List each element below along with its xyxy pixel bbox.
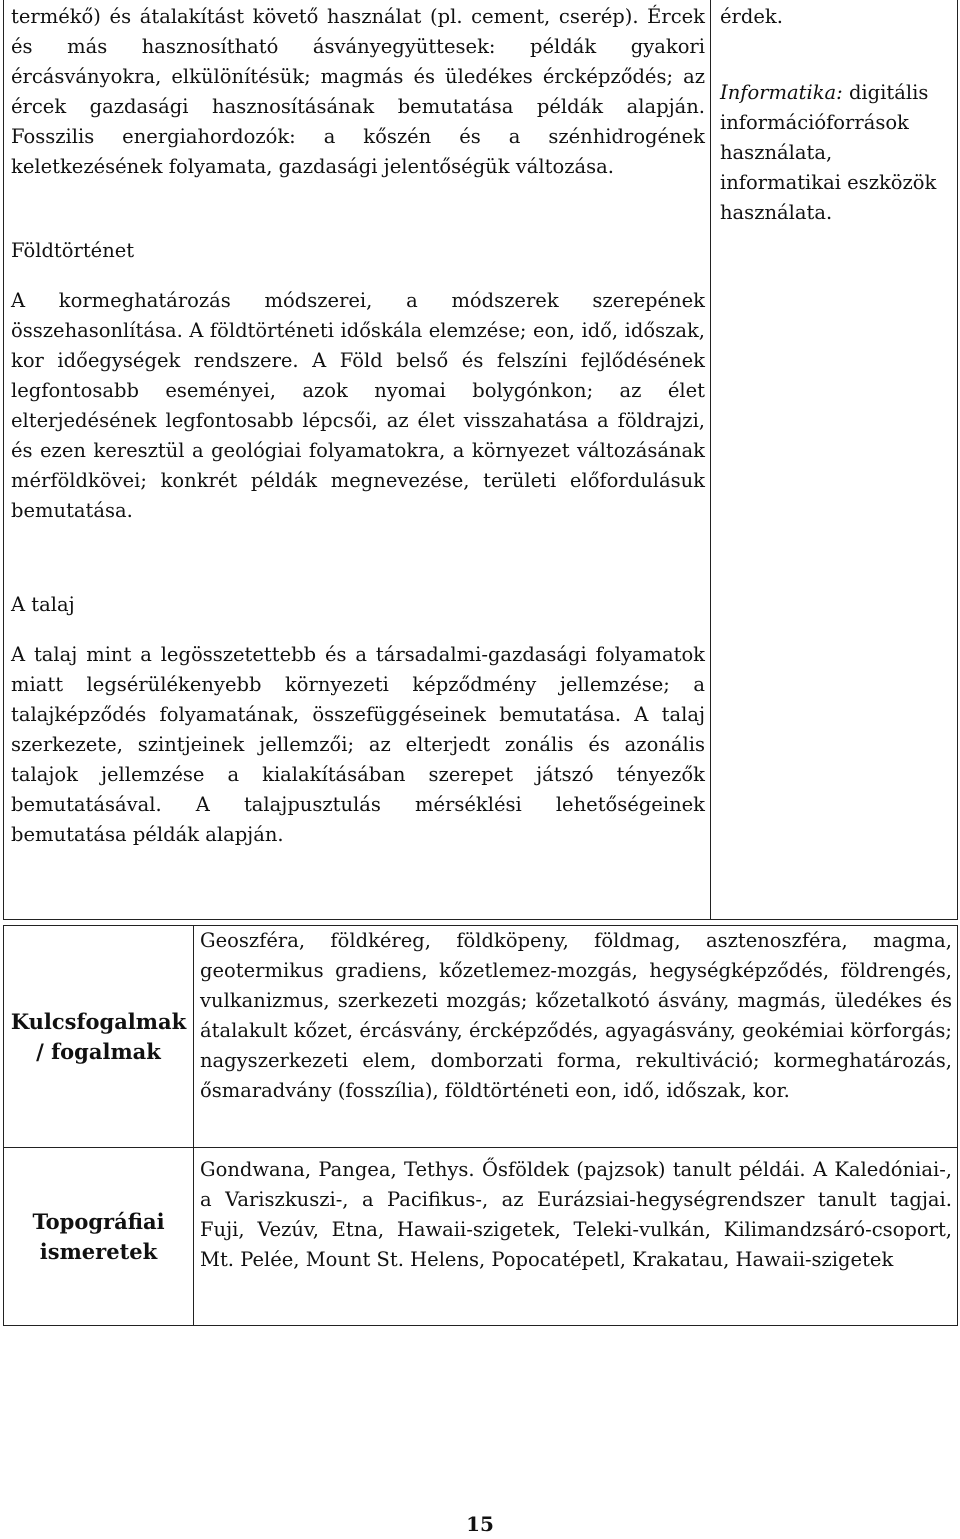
lower-table — [3, 925, 958, 1326]
label-column-divider — [193, 926, 194, 1325]
row-label-text: Kulcsfogalmak / fogalmak — [10, 1008, 187, 1064]
side-column — [720, 2, 955, 228]
side-cross-reference — [720, 78, 955, 228]
section-heading-foldtortenet: Földtörténet — [11, 239, 135, 262]
upper-table — [3, 0, 958, 920]
row-content-topografiai — [200, 1155, 952, 1275]
subject-text: digitális információforrások használata, informatikai eszközök használata. — [720, 81, 937, 224]
subject-label: Informatika: — [720, 81, 843, 104]
section-paragraph-foldtortenet: A kormeghatározás módszerei, a módszerek szerepének összehasonlítása. A földtörténeti időskála elemzése; eon, idő, időszak, kor időegységek rendszere. A Föld belső és felszíni fejlődésének legfontosabb eseményei, azok nyomai bolygónkon; az élet elterjedésének legfontosabb lépcsői, az élet visszahatása a földrajzi, és ezen keresztül a geológiai folyamatokra, a környezet változásának mérföldkövei; konkrét példák megnevezése, területi előfordulásuk bemutatása. — [11, 289, 705, 522]
row-content-kulcsfogalmak — [200, 926, 952, 1106]
section-heading-talaj: A talaj — [11, 593, 75, 616]
section-paragraph-talaj: A talaj mint a legösszetettebb és a társadalmi-gazdasági folyamatok miatt legsérülékenyebb környezeti képződmény jellemzése; a talajképződés folyamatának, összefüggéseinek bemutatása. A talaj szerkezete, szintjeinek jellemzői; az elterjedt zonális és azonális talajok jellemzése a kialakításában szerepet játszó tényezők bemutatásával. A talajpusztulás mérséklési lehetőségeinek bemutatása példák alapján. — [11, 643, 705, 846]
row-content-text: Geoszféra, földkéreg, földköpeny, földmag, asztenoszféra, magma, geotermikus gradiens, kőzetlemez-mozgás, hegységképződés, földrengés, vulkanizmus, szerkezeti mozgás; kőzetalkotó ásvány, magmás, üledékes és átalakult kőzet, ércásvány, ércképződés, agyagásvány, geokémiai körforgás; nagyszerkezeti elem, domborzati forma, rekultiváció; kormeghatározás, ősmaradvány (fosszília), földtörténeti eon, idő, időszak, kor. — [200, 929, 952, 1102]
page-number: 15 — [466, 1512, 494, 1536]
column-divider — [710, 0, 711, 919]
main-content-column — [11, 2, 705, 850]
row-label-kulcsfogalmak — [4, 926, 193, 1147]
side-text-continuation: érdek. — [720, 5, 783, 28]
row-content-text: Gondwana, Pangea, Tethys. Ősföldek (pajzsok) tanult példái. A Kaledóniai-, a Variszkuszi-, a Pacifikus-, az Eurázsiai-hegységrendszer tanult tagjai. Fuji, Vezúv, Etna, Hawaii-szigetek, Teleki-vulkán, Kilimandzsáró-csoport, Mt. Pelée, Mount St. Helens, Popocatépetl, Krakatau, Hawaii-szigetek — [200, 1158, 952, 1271]
intro-paragraph: termékő) és átalakítást követő használat (pl. cement, cserép). Ércek és más hasznosítható ásványegyüttesek: példák gyakori ércásványokra, elkülönítésük; magmás és üledékes ércképződés; az ércek gazdasági hasznosításának bemutatása példák alapján. Fosszilis energiahordozók: a kőszén és a szénhidrogének keletkezésének folyamata, gazdasági jelentőségük változása. — [11, 5, 705, 178]
row-label-text: Topográfiai ismeretek — [32, 1208, 165, 1264]
row-label-topografiai — [4, 1148, 193, 1325]
